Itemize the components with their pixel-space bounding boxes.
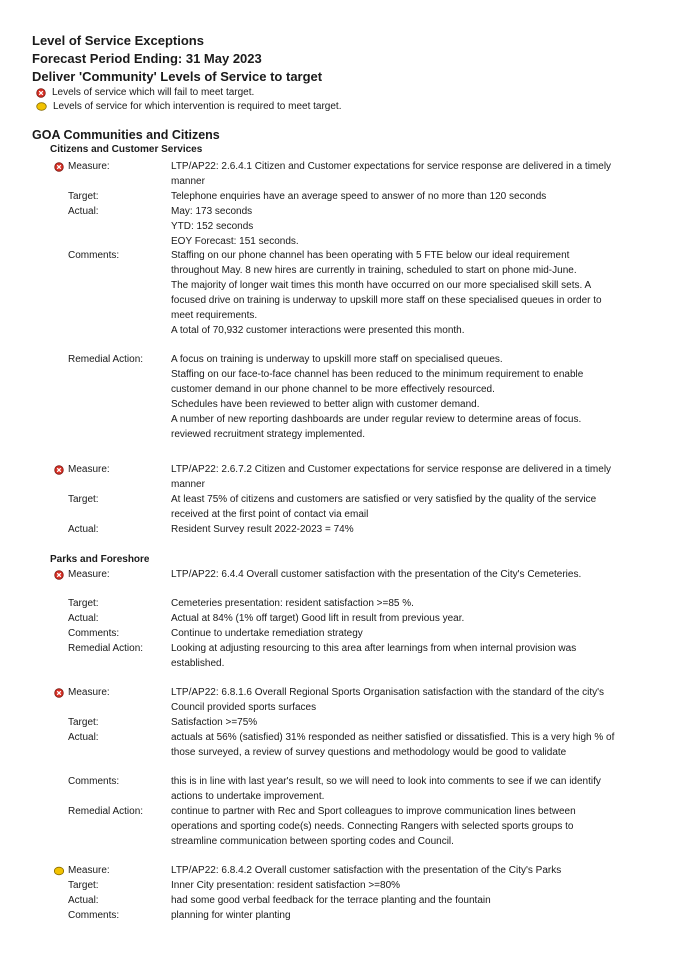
- remedial-label: Remedial Action:: [68, 354, 144, 365]
- comments-value: [171, 774, 661, 804]
- target-value: [171, 715, 661, 730]
- target-label: Target:: [68, 191, 99, 202]
- target-value: [171, 189, 661, 204]
- comments-value: [171, 248, 661, 338]
- measure-value: [171, 685, 661, 715]
- measure-line: manner: [171, 479, 205, 490]
- measure-value: [171, 863, 661, 878]
- remedial-line: streamline communication between sporting codes and Council.: [171, 836, 454, 847]
- measure-label: Measure:: [68, 569, 110, 580]
- legend-fail-text: Levels of service which will fail to meet target.: [52, 87, 255, 98]
- remedial-line: Staffing on our face-to-face channel has been reduced to the minimum requirement to enable: [171, 369, 584, 380]
- remedial-value: [171, 352, 661, 442]
- remedial-line: A number of new reporting dashboards are under regular review to determine areas of focus.: [171, 414, 582, 425]
- actual-line: May: 173 seconds: [171, 206, 253, 217]
- actual-label: Actual:: [68, 895, 99, 906]
- actual-line: actuals at 56% (satisfied) 31% responded as neither satisfied or dissatisfied. This is a very high % of: [171, 732, 615, 743]
- comments-line: this is in line with last year's result, so we will need to look into comments to see if we can identify: [171, 776, 601, 787]
- target-line: At least 75% of citizens and customers are satisfied or very satisfied by the quality of the service: [171, 494, 597, 505]
- target-line: received at the first point of contact via email: [171, 509, 369, 520]
- target-label: Target:: [68, 598, 99, 609]
- measure-label: Measure:: [68, 161, 110, 172]
- comments-line: meet requirements.: [171, 310, 258, 321]
- comments-label: Comments:: [68, 628, 120, 639]
- actual-value: [171, 611, 661, 626]
- comments-line: Continue to undertake remediation strategy: [171, 628, 363, 639]
- actual-line: EOY Forecast: 151 seconds.: [171, 236, 299, 247]
- subsection-title: Parks and Foreshore: [50, 554, 150, 565]
- actual-value: [171, 730, 661, 760]
- fail-icon: [54, 162, 64, 172]
- remedial-line: continue to partner with Rec and Sport colleagues to improve communication lines between: [171, 806, 576, 817]
- remedial-value: [171, 641, 661, 671]
- measure-label: Measure:: [68, 687, 110, 698]
- target-value: [171, 492, 661, 522]
- measure-label: Measure:: [68, 865, 110, 876]
- remedial-line: reviewed recruitment strategy implemented.: [171, 429, 365, 440]
- comments-value: [171, 908, 661, 923]
- measure-value: [171, 159, 661, 189]
- legend-intervention: [36, 100, 341, 113]
- target-label: Target:: [68, 717, 99, 728]
- measure-line: LTP/AP22: 2.6.7.2 Citizen and Customer expectations for service response are delivered in a timely: [171, 464, 612, 475]
- comments-line: throughout May. 8 new hires are currently in training, scheduled to start on phone mid-June.: [171, 265, 577, 276]
- measure-line: LTP/AP22: 2.6.4.1 Citizen and Customer expectations for service response are delivered in a timely: [171, 161, 612, 172]
- fail-icon: [54, 465, 64, 475]
- comments-line: The majority of longer wait times this month have occurred on our more specialised skill sets. A: [171, 280, 592, 291]
- actual-line: Actual at 84% (1% off target) Good lift in result from previous year.: [171, 613, 465, 624]
- actual-label: Actual:: [68, 732, 99, 743]
- actual-line: had some good verbal feedback for the terrace planting and the fountain: [171, 895, 491, 906]
- measure-value: [171, 462, 661, 492]
- comments-value: [171, 626, 661, 641]
- legend-intervention-text: Levels of service for which intervention is required to meet target.: [53, 101, 342, 112]
- remedial-line: A focus on training is underway to upskill more staff on specialised queues.: [171, 354, 503, 365]
- comments-line: focused drive on training is underway to upskill more staff on these specialised queues in order to: [171, 295, 602, 306]
- measure-line: LTP/AP22: 6.8.1.6 Overall Regional Sports Organisation satisfaction with the standard of the city's: [171, 687, 605, 698]
- measure-line: LTP/AP22: 6.4.4 Overall customer satisfaction with the presentation of the City's Cemeteries.: [171, 569, 582, 580]
- measure-line: Council provided sports surfaces: [171, 702, 317, 713]
- measure-line: LTP/AP22: 6.8.4.2 Overall customer satisfaction with the presentation of the City's Parks: [171, 865, 562, 876]
- forecast-period: Forecast Period Ending: 31 May 2023: [32, 51, 262, 66]
- intervention-icon: [54, 866, 64, 876]
- measure-value: [171, 567, 661, 582]
- actual-value: [171, 522, 661, 537]
- target-line: Satisfaction >=75%: [171, 717, 258, 728]
- actual-line: YTD: 152 seconds: [171, 221, 254, 232]
- target-line: Inner City presentation: resident satisfaction >=80%: [171, 880, 401, 891]
- actual-value: [171, 204, 661, 249]
- subsection-title: Citizens and Customer Services: [50, 144, 203, 155]
- report-title: Level of Service Exceptions: [32, 33, 204, 48]
- remedial-line: established.: [171, 658, 225, 669]
- deliver-heading: Deliver 'Community' Levels of Service to target: [32, 69, 323, 84]
- target-value: [171, 878, 661, 893]
- actual-value: [171, 893, 661, 908]
- target-line: Cemeteries presentation: resident satisfaction >=85 %.: [171, 598, 414, 609]
- actual-line: those surveyed, a review of survey questions and methodology would be good to validate: [171, 747, 567, 758]
- target-label: Target:: [68, 494, 99, 505]
- remedial-line: customer demand in our phone channel to be more effectively resourced.: [171, 384, 495, 395]
- intervention-icon: [36, 102, 47, 111]
- comments-label: Comments:: [68, 250, 120, 261]
- target-line: Telephone enquiries have an average speed to answer of no more than 120 seconds: [171, 191, 547, 202]
- remedial-value: [171, 804, 661, 849]
- comments-label: Comments:: [68, 776, 120, 787]
- comments-line: actions to undertake improvement.: [171, 791, 325, 802]
- actual-label: Actual:: [68, 206, 99, 217]
- actual-line: Resident Survey result 2022-2023 = 74%: [171, 524, 354, 535]
- remedial-line: operations and sporting code(s) needs. Connecting Rangers with selected sports groups to: [171, 821, 574, 832]
- legend-fail: [36, 86, 254, 99]
- section-title: GOA Communities and Citizens: [32, 128, 220, 142]
- remedial-line: Schedules have been reviewed to better align with customer demand.: [171, 399, 480, 410]
- fail-icon: [54, 570, 64, 580]
- comments-line: Staffing on our phone channel has been operating with 5 FTE below our ideal requirement: [171, 250, 570, 261]
- fail-icon: [54, 688, 64, 698]
- actual-label: Actual:: [68, 613, 99, 624]
- actual-label: Actual:: [68, 524, 99, 535]
- measure-line: manner: [171, 176, 205, 187]
- comments-label: Comments:: [68, 910, 120, 921]
- remedial-label: Remedial Action:: [68, 806, 144, 817]
- target-label: Target:: [68, 880, 99, 891]
- comments-line: planning for winter planting: [171, 910, 291, 921]
- target-value: [171, 596, 661, 611]
- fail-icon: [36, 88, 46, 98]
- remedial-label: Remedial Action:: [68, 643, 144, 654]
- comments-line: A total of 70,932 customer interactions were presented this month.: [171, 325, 465, 336]
- remedial-line: Looking at adjusting resourcing to this area after learnings from when internal provision was: [171, 643, 577, 654]
- measure-label: Measure:: [68, 464, 110, 475]
